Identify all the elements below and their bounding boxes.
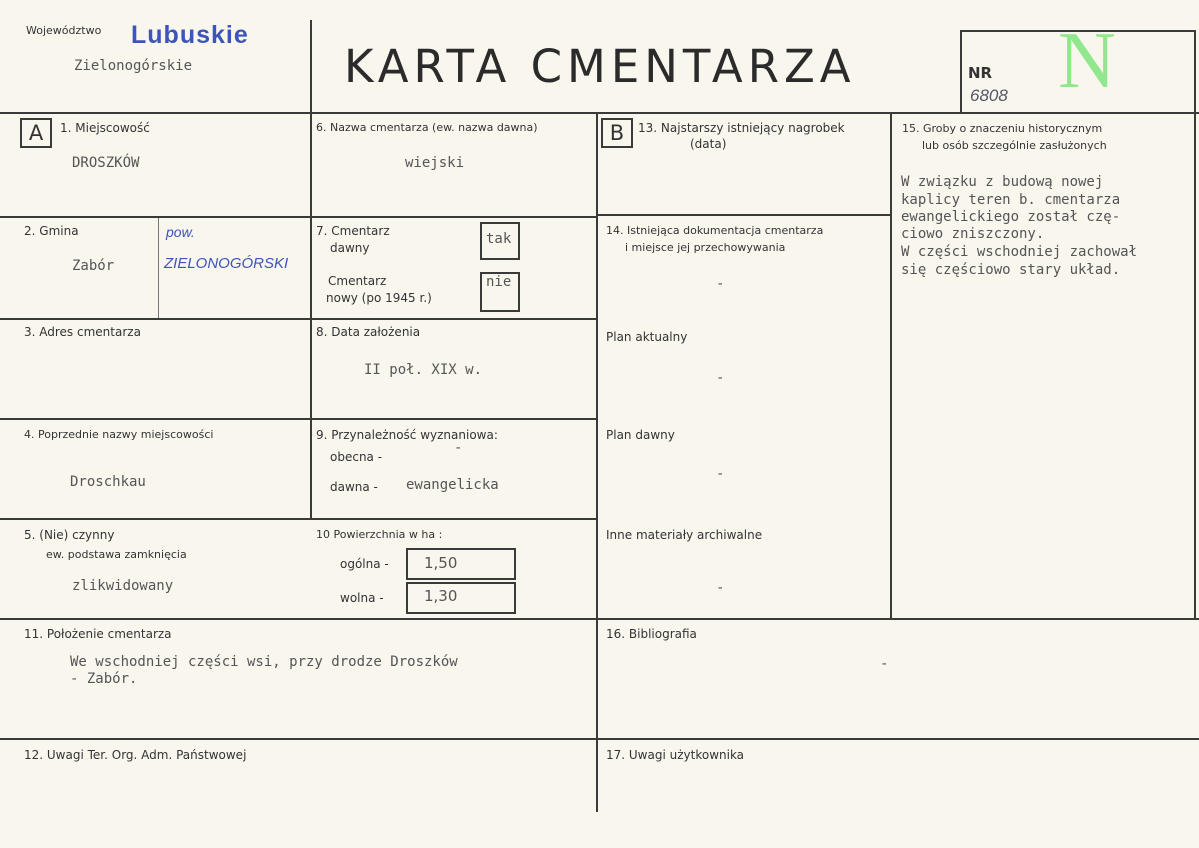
field-11-label: 11. Położenie cmentarza [24, 627, 172, 641]
field-13-label: 13. Najstarszy istniejący nagrobek [638, 121, 845, 135]
field-10-label: 10 Powierzchnia w ha : [316, 528, 443, 541]
field-5-label-2: ew. podstawa zamknięcia [46, 548, 187, 561]
other-materials-label: Inne materiały archiwalne [606, 528, 763, 542]
other-materials-value: - [716, 580, 725, 596]
field-10-total-value: 1,50 [424, 554, 458, 572]
field-8-value: II poł. XIX w. [364, 362, 483, 378]
field-16-value: - [880, 656, 889, 672]
field-15-line: ciowo zniszczony. [901, 226, 1045, 242]
field-2-pow-value: ZIELONOGÓRSKI [164, 255, 289, 272]
plan-old-label: Plan dawny [606, 428, 675, 442]
voivodeship-stamp: Lubuskie [131, 21, 249, 49]
field-5-label: 5. (Nie) czynny [24, 528, 115, 542]
rule [890, 112, 892, 620]
rule [0, 318, 596, 320]
rule [1194, 30, 1196, 620]
nr-mark: N [1058, 17, 1116, 105]
field-11-line-2: - Zabór. [70, 671, 138, 687]
field-5-value: zlikwidowany [72, 578, 174, 594]
field-1-label: 1. Miejscowość [60, 121, 150, 135]
field-10-total-label: ogólna - [340, 557, 389, 571]
rule [0, 738, 1199, 740]
field-2-pow-label: pow. [166, 224, 195, 240]
field-15-line: W części wschodniej zachował [901, 244, 1138, 260]
field-14-label: 14. Istniejąca dokumentacja cmentarza [606, 224, 824, 237]
field-7-old-value: tak [486, 231, 512, 247]
field-13-label-2: (data) [690, 137, 727, 151]
field-11-line-1: We wschodniej części wsi, przy drodze Droszków [70, 654, 458, 670]
field-3-label: 3. Adres cmentarza [24, 325, 141, 339]
field-9-label: 9. Przynależność wyznaniowa: [316, 428, 498, 442]
field-15-line: ewangelickiego został czę- [901, 209, 1121, 225]
rule [596, 214, 892, 216]
field-2-label: 2. Gmina [24, 224, 79, 238]
field-9-current-value: - [454, 440, 463, 456]
field-10-free-box [406, 582, 516, 614]
voivodeship-typed: Zielonogórskie [74, 58, 193, 74]
field-15-label: 15. Groby o znaczeniu historycznym [902, 122, 1103, 135]
field-7-label: 7. Cmentarz [316, 224, 390, 238]
plan-current-value: - [716, 370, 725, 386]
field-6-value: wiejski [405, 155, 465, 171]
field-7-new-label: Cmentarz [328, 274, 387, 288]
field-4-label: 4. Poprzednie nazwy miejscowości [24, 428, 214, 441]
rule [310, 618, 312, 620]
rule [0, 518, 596, 520]
rule [596, 112, 598, 812]
field-10-free-label: wolna - [340, 591, 384, 605]
field-10-free-value: 1,30 [424, 587, 458, 605]
nr-label: NR [968, 64, 993, 82]
field-7-new-value: nie [486, 274, 512, 290]
field-7-new-label-2: nowy (po 1945 r.) [326, 291, 432, 305]
field-6-label: 6. Nazwa cmentarza (ew. nazwa dawna) [316, 121, 538, 134]
plan-current-label: Plan aktualny [606, 330, 688, 344]
nr-value: 6808 [970, 86, 1008, 105]
field-7-label-2: dawny [330, 241, 370, 255]
field-1-value: DROSZKÓW [72, 155, 140, 171]
field-4-value: Droschkau [70, 474, 146, 490]
field-12-label: 12. Uwagi Ter. Org. Adm. Państwowej [24, 748, 247, 762]
field-14-value: - [716, 276, 725, 292]
field-9-current-label: obecna - [330, 450, 383, 464]
rule [0, 216, 596, 218]
field-15-line: W związku z budową nowej [901, 174, 1104, 190]
field-17-label: 17. Uwagi użytkownika [606, 748, 745, 762]
field-8-label: 8. Data założenia [316, 325, 421, 339]
rule [310, 20, 312, 520]
voivodeship-label: Województwo [26, 24, 102, 37]
section-a-box: A [20, 118, 52, 148]
field-15-line: kaplicy teren b. cmentarza [901, 192, 1121, 208]
field-2-value: Zabór [72, 258, 115, 274]
field-15-label-2: lub osób szczególnie zasłużonych [922, 139, 1107, 152]
field-15-line: się częściowo stary układ. [901, 262, 1121, 278]
field-9-former-value: ewangelicka [406, 477, 499, 493]
rule [0, 618, 1199, 620]
section-b-box: B [601, 118, 633, 148]
rule [0, 418, 596, 420]
plan-old-value: - [716, 466, 725, 482]
field-16-label: 16. Bibliografia [606, 627, 697, 641]
field-9-former-label: dawna - [330, 480, 378, 494]
field-14-label-2: i miejsce jej przechowywania [625, 241, 786, 254]
page-title: KARTA CMENTARZA [344, 40, 856, 93]
field-10-total-box [406, 548, 516, 580]
rule [158, 218, 159, 318]
